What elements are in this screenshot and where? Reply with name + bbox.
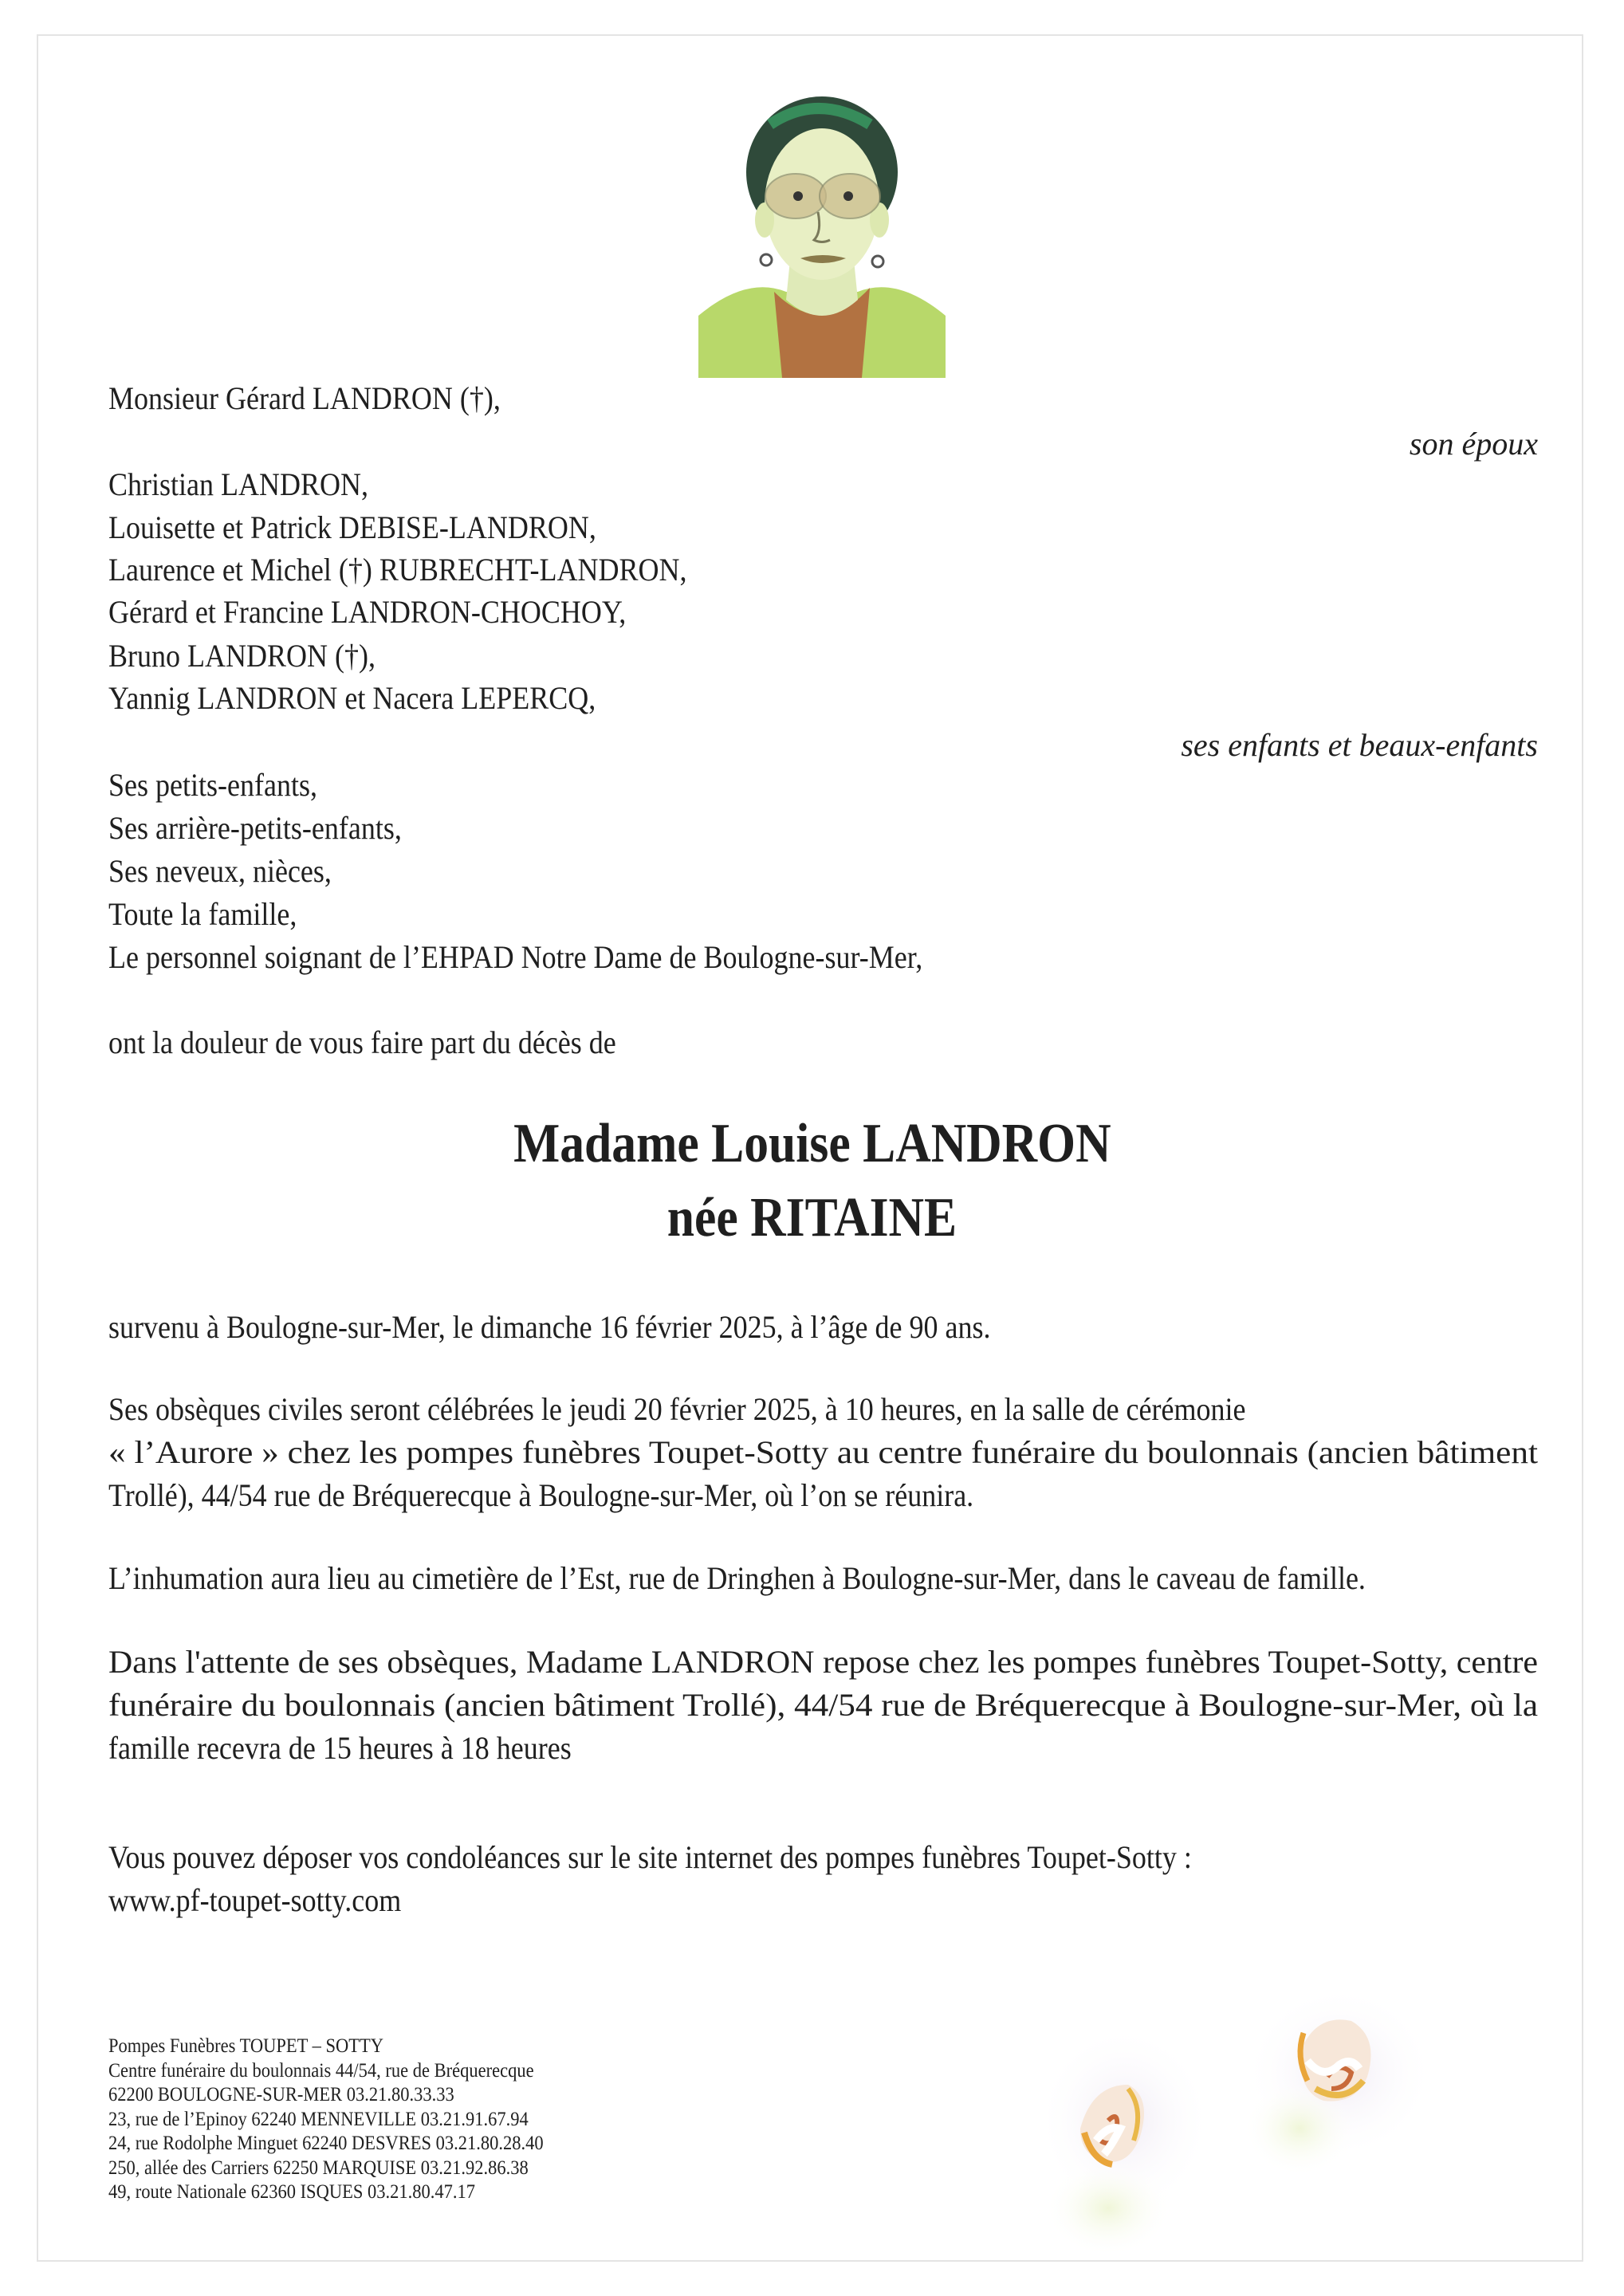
footer-line: 23, rue de l’Epinoy 62240 MENNEVILLE 03.21.91.67.94 <box>108 2108 529 2130</box>
spouse-role: son époux <box>1409 426 1538 462</box>
announcement-text: ont la douleur de vous faire part du décès de <box>108 1024 616 1060</box>
death-details: survenu à Boulogne-sur-Mer, le dimanche 16 février 2025, à l’âge de 90 ans. <box>108 1309 991 1345</box>
relative-line: Ses petits-enfants, <box>108 767 317 803</box>
deceased-name-text: Madame Louise LANDRON <box>513 1113 1111 1174</box>
maiden-name-text: née RITAINE <box>667 1187 957 1248</box>
footer-line: 49, route Nationale 62360 ISQUES 03.21.80.47.17 <box>108 2181 475 2203</box>
child-line: Christian LANDRON, <box>108 466 368 502</box>
children-role: ses enfants et beaux-enfants <box>1181 727 1538 763</box>
footer-line: 250, allée des Carriers 62250 MARQUISE 03.21.92.86.38 <box>108 2156 529 2179</box>
orchid-icon <box>1036 1945 1595 2264</box>
relative-line: Ses neveux, nièces, <box>108 853 332 889</box>
child-line: Laurence et Michel (†) RUBRECHT-LANDRON, <box>108 552 687 588</box>
portrait-photo <box>698 77 946 378</box>
child-line: Yannig LANDRON et Nacera LEPERCQ, <box>108 680 596 716</box>
funeral-line-justified <box>108 1431 1538 1474</box>
relative-line: Ses arrière-petits-enfants, <box>108 810 402 846</box>
condolences-text: Vous pouvez déposer vos condoléances sur le site internet des pompes funèbres Toupet-Sotty : <box>108 1839 1192 1875</box>
burial-text: L’inhumation aura lieu au cimetière de l’Est, rue de Dringhen à Boulogne-sur-Mer, dans le caveau de famille. <box>108 1560 1366 1596</box>
footer-line: 24, rue Rodolphe Minguet 62240 DESVRES 03.21.80.28.40 <box>108 2133 544 2154</box>
child-line: Bruno LANDRON (†), <box>108 638 376 674</box>
visitation-line: Dans l'attente de ses obsèques, Madame LANDRON repose chez les pompes funèbres Toupet-Sotty, centre <box>108 1644 1538 1680</box>
relative-line: Le personnel soignant de l’EHPAD Notre Dame de Boulogne-sur-Mer, <box>108 939 923 975</box>
portrait-image <box>698 77 946 378</box>
deceased-name <box>0 1108 1624 1180</box>
relative-line: Toute la famille, <box>108 896 297 932</box>
funeral-line: « l’Aurore » chez les pompes funèbres Toupet-Sotty au centre funéraire du boulonnais (ancien bâtiment <box>108 1434 1538 1470</box>
visitation-line-justified <box>108 1684 1538 1727</box>
spouse-line: Monsieur Gérard LANDRON (†), <box>108 380 501 416</box>
child-line: Gérard et Francine LANDRON-CHOCHOY, <box>108 594 627 630</box>
orchid-decoration <box>1036 1945 1595 2264</box>
footer-line: Pompes Funèbres TOUPET – SOTTY <box>108 2035 384 2057</box>
visitation-line: funéraire du boulonnais (ancien bâtiment Trollé), 44/54 rue de Bréquerecque à Boulogne-sur-Mer, où la <box>108 1687 1538 1723</box>
funeral-line: Ses obsèques civiles seront célébrées le jeudi 20 février 2025, à 10 heures, en la salle de cérémonie <box>108 1391 1246 1427</box>
condolences-link[interactable]: www.pf-toupet-sotty.com <box>108 1882 402 1918</box>
visitation-line-justified <box>108 1641 1538 1684</box>
visitation-line: famille recevra de 15 heures à 18 heures <box>108 1730 572 1766</box>
footer-line: Centre funéraire du boulonnais 44/54, rue de Bréquerecque <box>108 2059 534 2082</box>
footer-line: 62200 BOULOGNE-SUR-MER 03.21.80.33.33 <box>108 2084 454 2105</box>
deceased-maiden-name <box>0 1182 1624 1254</box>
funeral-line: Trollé), 44/54 rue de Bréquerecque à Boulogne-sur-Mer, où l’on se réunira. <box>108 1477 974 1513</box>
funeral-home-footer <box>108 2035 544 2205</box>
child-line: Louisette et Patrick DEBISE-LANDRON, <box>108 509 596 545</box>
